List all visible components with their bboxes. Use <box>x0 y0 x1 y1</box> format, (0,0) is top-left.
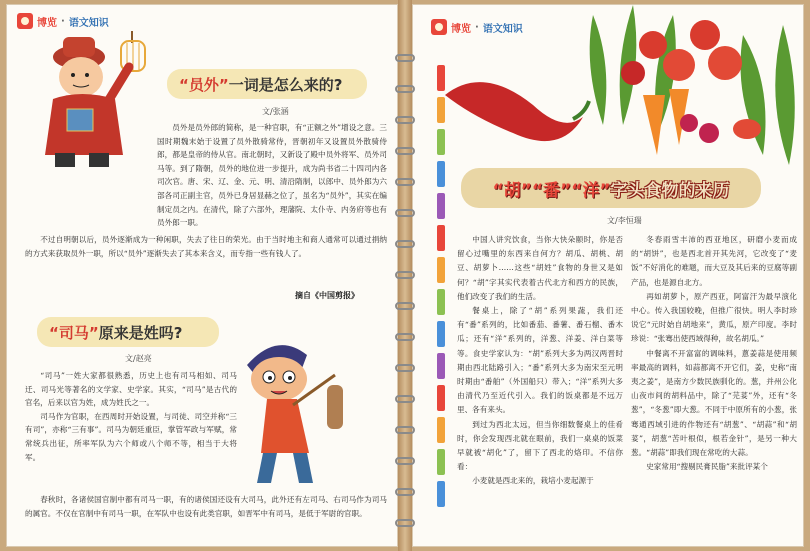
article2-byline: 文/赵亮 <box>125 354 152 363</box>
article1-title <box>167 69 367 99</box>
title-fan: “番” <box>531 180 572 201</box>
header-separator: · <box>61 15 65 27</box>
section-tab <box>437 449 445 475</box>
article3-title <box>461 168 761 208</box>
cartoon-boy-figure <box>237 335 367 495</box>
header-subsection: 语文知识 <box>482 23 523 35</box>
article1-byline: 文/张涵 <box>262 107 289 116</box>
article2-body <box>25 369 237 464</box>
article1-para2-wrap <box>25 233 387 260</box>
book-icon <box>17 13 33 29</box>
binding-ring <box>395 364 415 372</box>
title-yang: “洋” <box>571 180 611 201</box>
binding-ring <box>395 178 415 186</box>
header-subsection: 语文知识 <box>68 17 109 29</box>
binding-ring <box>395 457 415 465</box>
binding-ring <box>395 488 415 496</box>
article2-paragraph: “司马”一姓大家都很熟悉，历史上也有司马相如、司马迁、司马光等著名的文学家、史学家。其实，“司马”是古代的官名，后来以官为姓，成为姓氏之一。 <box>25 371 237 408</box>
header-separator: · <box>475 21 479 33</box>
column-paragraph: 小麦就是西北来的，栽培小麦起源于 <box>472 476 594 486</box>
binding-ring <box>395 54 415 62</box>
binding-ring <box>395 333 415 341</box>
article2-title-rest: 原来是姓吗? <box>98 323 183 342</box>
section-tab <box>437 321 445 347</box>
binding-ring <box>395 395 415 403</box>
binding-ring <box>395 209 415 217</box>
article1-para1-wrap <box>157 121 387 228</box>
article3-byline: 文/李恒瑞 <box>607 216 642 225</box>
section-tab <box>437 193 445 219</box>
binding-ring <box>395 147 415 155</box>
article1-paragraph: 不过自明朝以后，员外逐渐成为一种闲职，失去了往日的荣光。由于当时地主和商人通常可以通过捐纳的方式来获取员外一职，所以“员外”逐渐失去了其本来含义，而专指一些有钱人了。 <box>25 235 387 258</box>
article2-body-wide <box>25 493 387 520</box>
column-right <box>631 233 797 474</box>
binding-ring <box>395 302 415 310</box>
cartoon-official-figure <box>37 27 167 177</box>
article2-title <box>37 317 219 347</box>
header-section: 博览 <box>451 23 471 35</box>
column-paragraph: 再如胡萝卜，原产西亚，阿富汗为最早演化中心。传入我国较晚，但推广很快。明人李时珍说它“元时始自胡地来”，黄瓜，原产印度。李时珍说：“张骞出使西域得种，故名胡瓜。” <box>631 291 797 344</box>
section-tab <box>437 481 445 507</box>
left-page <box>6 4 398 547</box>
binding-ring <box>395 271 415 279</box>
article1-title-quoted: “员外” <box>179 75 229 94</box>
article1-title-rest: 一词是怎么来的? <box>228 75 343 94</box>
article2-title-quoted: “司马” <box>49 323 99 342</box>
column-paragraph: 史家常用“搜剔民膏民脂”来批评某个 <box>646 462 768 472</box>
article1-source: 摘自《中国剪报》 <box>295 290 359 300</box>
title-hu: “胡” <box>492 180 532 201</box>
section-tab <box>437 225 445 251</box>
section-tab <box>437 417 445 443</box>
column-paragraph: 中国人讲究饮食，当你大快朵颐时，你是否留心过嘴里的东西来自何方？胡瓜、胡桃、胡豆、胡萝卜……这些“胡姓”食物的身世又是如何？“胡”字其实代表着古代北方和西方的民族，他们改变了我们的生活。 <box>457 235 623 301</box>
article1-paragraph: 员外是员外郎的简称，是一种官职，有“正额之外”增设之意。三国时期魏末始于设置了员外散骑常侍，晋朝初年又设置员外散骑侍郎，都是皇帝的侍从官。南北朝时，又新设了殿中员外将军、员外司马等。到了隋朝，员外的地位进一步提升，成为尚书省二十四司内各司次官。唐、宋、辽、金、元、明、清沿隋制，以郎中、员外郎为六部各司正副主官，员外已身居显赫之位了，虽名为“员外”，其实在编制定员之内。在清代，除了六部外，理藩院、太仆寺、内务府等也有员外郎一职。 <box>157 123 387 228</box>
binding-ring <box>395 519 415 527</box>
column-paragraph: 中餐离不开富富的调味料，蔥姜蒜是使用频率最高的调料，如蒜都离不开它们，姜，史称“南夷之姜”，是南方少数民族驯化的。葱，并州公化山夜市间的胡料品中，除了“芫荽”外，还有“冬葱”，“冬葱”即大葱。不同于中原所有的小葱，张骞通西域引进的作物还有“胡葱”、“胡蒜”和“胡荽”，胡葱“苦叶根似，根若金针”，是另一种大葱。“胡蒜”即我们现在常吃的大蒜。 <box>631 348 797 458</box>
column-paragraph: 到过为西北太远，但当你细数餐桌上的佳肴时，你会发现西北就在眼前，我们一桌桌的饭菜早就被“胡化”了，留下了西北的烙印。不信你看： <box>457 419 623 472</box>
title-rest: 字头食物的来历 <box>610 180 730 201</box>
column-paragraph: 冬春雨雪丰沛的西亚地区，研磨小麦而成的“胡饼”，也是西北首开其先河，它改变了“麦饭”不好消化的难题，而大豆及其后来的豆腐等副产品，也是源自北方。 <box>631 235 797 287</box>
section-tab <box>437 385 445 411</box>
binding-ring <box>395 426 415 434</box>
section-tab <box>437 353 445 379</box>
binding-ring <box>395 116 415 124</box>
right-page <box>412 4 804 547</box>
header-section: 博览 <box>37 17 57 29</box>
binding-ring <box>395 240 415 248</box>
section-tab <box>437 257 445 283</box>
column-left <box>457 233 623 488</box>
article2-paragraph: 春秋时，各诸侯国官制中都有司马一职，有的诸侯国还设有大司马，此外还有左司马、右司马作为司马的属官。不仅在官制中有司马一职，在军队中也设有此类官职，如晋军中有司马，是低于军尉的官职。 <box>25 495 387 518</box>
binding-ring <box>395 85 415 93</box>
article2-paragraph: 司马作为官职，在西周时开始设置，与司徒、司空并称“三有司”，亦称“三有事”。司马为朝廷重臣，掌管军政与军赋，常常统兵出征，所率军队为六个师或八个师不等，相当于大将军。 <box>25 411 237 462</box>
section-tab <box>437 289 445 315</box>
column-paragraph: 餐桌上，除了“胡”系列果蔬，我们还有“番”系列的，比如番茄、番薯、番石榴、番木瓜；还有“洋”系列的，洋葱、洋姜、洋白菜等等。食史学家认为：“胡”系列大多为两汉两晋时期由西北陆路引入；“番”系列大多为南宋至元明时期由“番舶”（外国船只）带入；“洋”系列大多由清代乃至近代引入。我们的饭桌都是不远万里、各有来头。 <box>457 306 623 415</box>
vegetable-illustration <box>443 5 803 175</box>
